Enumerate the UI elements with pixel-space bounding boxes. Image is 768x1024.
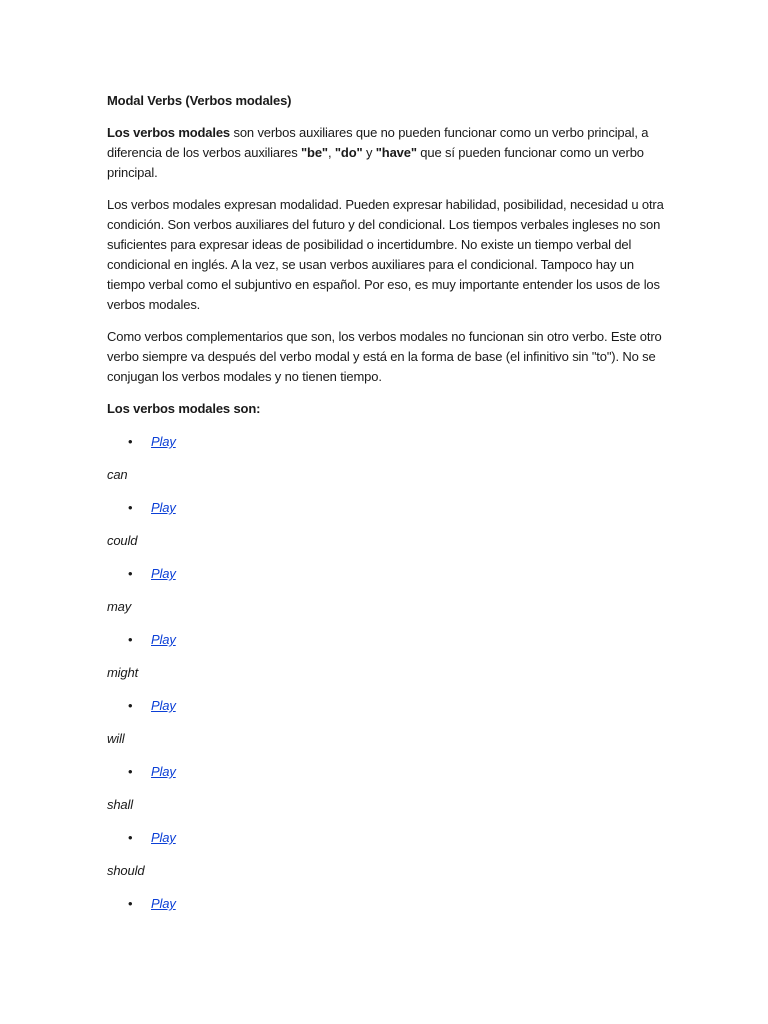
play-link-could[interactable]: Play bbox=[151, 500, 176, 515]
play-link-should[interactable]: Play bbox=[151, 830, 176, 845]
list-item bbox=[107, 630, 668, 650]
intro-text-1: son verbos auxiliares que no pueden funcionar como un verbo principal, a diferencia de los verbos auxiliares bbox=[107, 125, 649, 160]
modal-list-heading: Los verbos modales son: bbox=[107, 401, 261, 416]
complementary-paragraph: Como verbos complementarios que son, los verbos modales no funcionan sin otro verbo. Este otro verbo siempre va después del verbo modal y está en la forma de base (el infinitivo sin "to"). No se conjugan los verbos modales y no tienen tiempo. bbox=[107, 329, 662, 384]
intro-sep-2: y bbox=[362, 145, 376, 160]
verb-could: could bbox=[107, 533, 138, 548]
play-link-next[interactable]: Play bbox=[151, 896, 176, 911]
verb-might: might bbox=[107, 665, 139, 680]
list-item bbox=[107, 696, 668, 716]
list-item bbox=[107, 894, 668, 914]
play-link-may[interactable]: Play bbox=[151, 566, 176, 581]
modal-verb-list bbox=[107, 432, 668, 914]
list-item bbox=[107, 564, 668, 584]
bullet-icon: • bbox=[128, 698, 133, 713]
verb-should: should bbox=[107, 863, 145, 878]
list-item bbox=[107, 432, 668, 452]
play-link-can[interactable]: Play bbox=[151, 434, 176, 449]
bullet-icon: • bbox=[128, 896, 133, 911]
verb-can: can bbox=[107, 467, 128, 482]
verb-will: will bbox=[107, 731, 125, 746]
verb-shall: shall bbox=[107, 797, 133, 812]
intro-text-2: que sí pueden funcionar como un verbo principal. bbox=[107, 145, 644, 180]
modality-paragraph: Los verbos modales expresan modalidad. Pueden expresar habilidad, posibilidad, necesidad u otra condición. Son verbos auxiliares del futuro y del condicional. Los tiempos verbales ingleses no son suficientes para expresar ideas de posibilidad o incertidumbre. No existe un tiempo verbal del condicional en inglés. A la vez, se usan verbos auxiliares para el condicional. Tampoco hay un tiempo verbal como el subjuntivo en español. Por eso, es muy importante entender los usos de los verbos modales. bbox=[107, 197, 664, 312]
bullet-icon: • bbox=[128, 566, 133, 581]
bullet-icon: • bbox=[128, 764, 133, 779]
play-link-might[interactable]: Play bbox=[151, 632, 176, 647]
list-item bbox=[107, 828, 668, 848]
play-link-shall[interactable]: Play bbox=[151, 764, 176, 779]
intro-sep-1: , bbox=[327, 145, 335, 160]
document-title: Modal Verbs (Verbos modales) bbox=[107, 93, 292, 108]
list-item bbox=[107, 498, 668, 518]
bullet-icon: • bbox=[128, 500, 133, 515]
play-link-will[interactable]: Play bbox=[151, 698, 176, 713]
intro-paragraph bbox=[107, 123, 668, 183]
list-item bbox=[107, 762, 668, 782]
intro-do: "do" bbox=[334, 145, 363, 160]
bullet-icon: • bbox=[128, 830, 133, 845]
intro-be: "be" bbox=[301, 145, 328, 160]
bullet-icon: • bbox=[128, 632, 133, 647]
bullet-icon: • bbox=[128, 434, 133, 449]
verb-may: may bbox=[107, 599, 132, 614]
intro-bold-start: Los verbos modales bbox=[107, 125, 231, 140]
intro-have: "have" bbox=[375, 145, 417, 160]
